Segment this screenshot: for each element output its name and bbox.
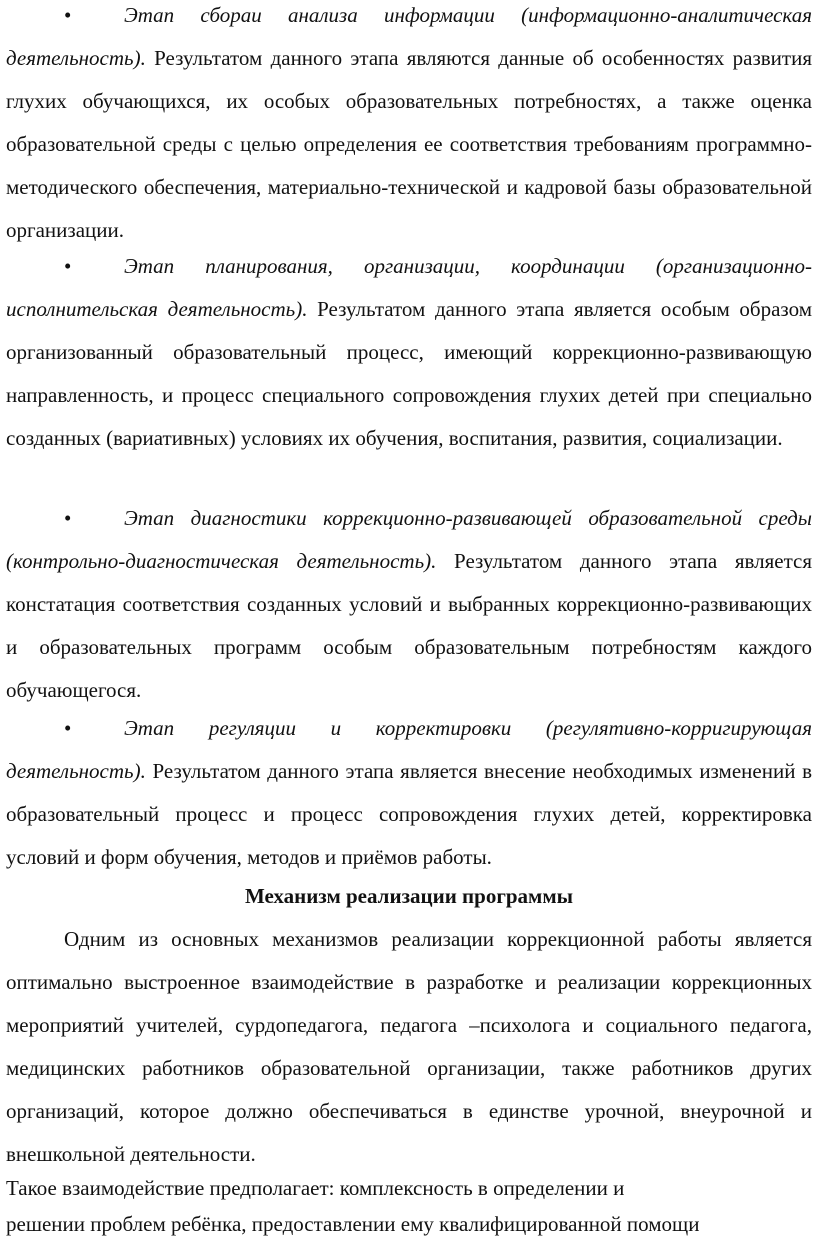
body-text-line: решении проблем ребёнка, предоставлении ему квалифицированной помощи	[6, 1212, 700, 1236]
list-item-stage-2	[6, 245, 812, 460]
section-heading: Механизм реализации программы	[244, 884, 574, 908]
stage-body: Результатом данного этапа является особым образом организованный образовательный процесс, имеющий коррекционно-развивающую направленность, и процесс специального сопровождения глухих детей при специально созданных (вариативных) условиях их обучения, воспитания, развития, социализации.	[6, 297, 812, 450]
list-item-stage-1	[6, 0, 812, 252]
stage-title: Этап сбораи анализа информации (информационно-аналитическая деятельность).	[6, 3, 812, 70]
stage-body: Результатом данного этапа является констатация соответствия созданных условий и выбранных коррекционно-развивающих и образовательных программ особым образовательным потребностям каждого обучающегося.	[6, 549, 812, 702]
list-item-stage-3	[6, 497, 812, 712]
stage-title: Этап планирования, организации, координации (организационно-исполнительская деятельность).	[6, 254, 812, 321]
body-paragraph: Одним из основных механизмов реализации коррекционной работы является оптимально выстроенное взаимодействие в разработке и реализации коррекционных мероприятий учителей, сурдопедагога, педагога –психолога и социального педагога, медицинских работников образовательной организации, также работников других организаций, которое должно обеспечиваться в единстве урочной, внеурочной и внешкольной деятельности.	[6, 927, 812, 1166]
stage-title: Этап регуляции и корректировки (регулятивно-корригирующая деятельность).	[6, 716, 812, 783]
bullet-marker: •	[64, 716, 72, 740]
bullet-marker: •	[64, 3, 72, 27]
body-text-line: Такое взаимодействие предполагает: комплексность в определении и	[6, 1176, 625, 1200]
stage-title: Этап диагностики коррекционно-развивающей образовательной среды (контрольно-диагностическая деятельность).	[6, 506, 812, 573]
stage-body: Результатом данного этапа является внесение необходимых изменений в образовательный процесс и процесс сопровождения глухих детей, корректировка условий и форм обучения, методов и приёмов работы.	[6, 759, 812, 869]
stage-body: Результатом данного этапа являются данные об особенностях развития глухих обучающихся, их особых образовательных потребностях, а также оценка образовательной среды с целью определения ее соответствия требованиям программно-методического обеспечения, материально-технической и кадровой базы образовательной организации.	[6, 46, 812, 242]
bullet-marker: •	[64, 254, 72, 278]
list-item-stage-4	[6, 707, 812, 879]
bullet-marker: •	[64, 506, 72, 530]
